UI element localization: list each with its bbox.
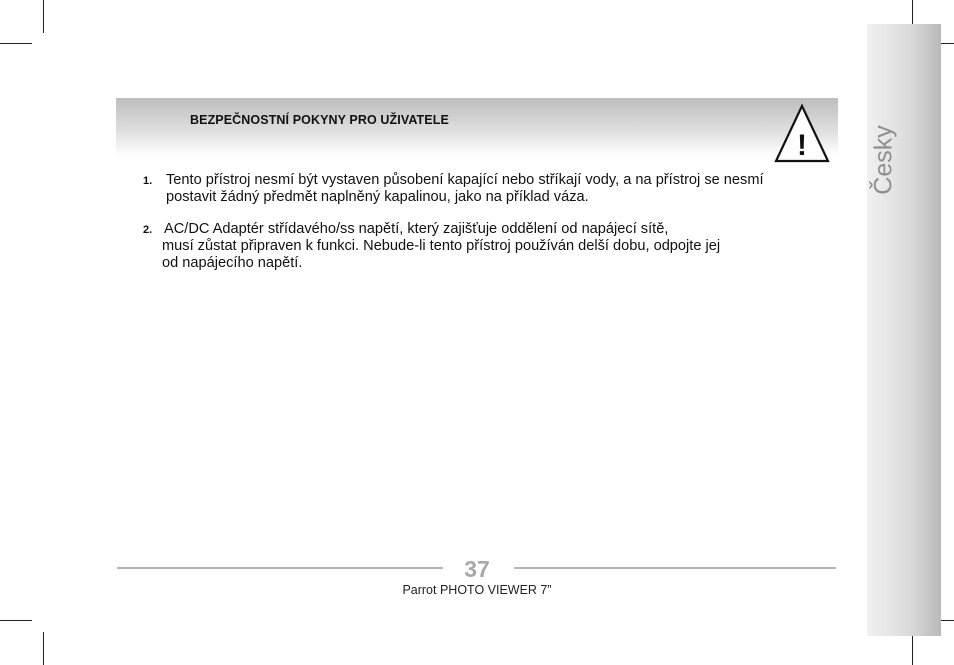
item-text-line: musí zůstat připraven k funkci. Nebude-li tento přístroj používán delší dobu, odpojte jej xyxy=(162,238,721,254)
page-number: 37 xyxy=(464,556,490,582)
section-header-band xyxy=(116,98,838,156)
item-text-line: AC/DC Adaptér střídavého/ss napětí, který zajišťuje oddělení od napájecí sítě, xyxy=(164,221,669,237)
language-tab xyxy=(867,24,941,636)
item-number: 1. xyxy=(143,175,153,187)
product-name: Parrot PHOTO VIEWER 7” xyxy=(402,583,552,597)
item-text-line: postavit žádný předmět naplněný kapalinou, jako na příklad váza. xyxy=(166,189,589,205)
footer-rule-left xyxy=(117,567,443,569)
crop-mark xyxy=(912,632,913,665)
crop-mark xyxy=(43,0,44,33)
warning-triangle-icon xyxy=(773,102,831,164)
crop-mark xyxy=(0,43,32,44)
section-title: BEZPEČNOSTNÍ POKYNY PRO UŽIVATELE xyxy=(190,113,449,127)
footer-rule-right xyxy=(514,567,836,569)
language-label: Česky xyxy=(869,125,898,195)
item-number: 2. xyxy=(143,224,153,236)
crop-mark xyxy=(43,632,44,665)
item-text-line: Tento přístroj nesmí být vystaven působení kapající nebo stříkají vody, a na přístroj se nesmí xyxy=(166,172,764,188)
warning-symbol: ! xyxy=(797,129,807,162)
item-text-line: od napájecího napětí. xyxy=(162,255,303,271)
crop-mark xyxy=(0,620,32,621)
